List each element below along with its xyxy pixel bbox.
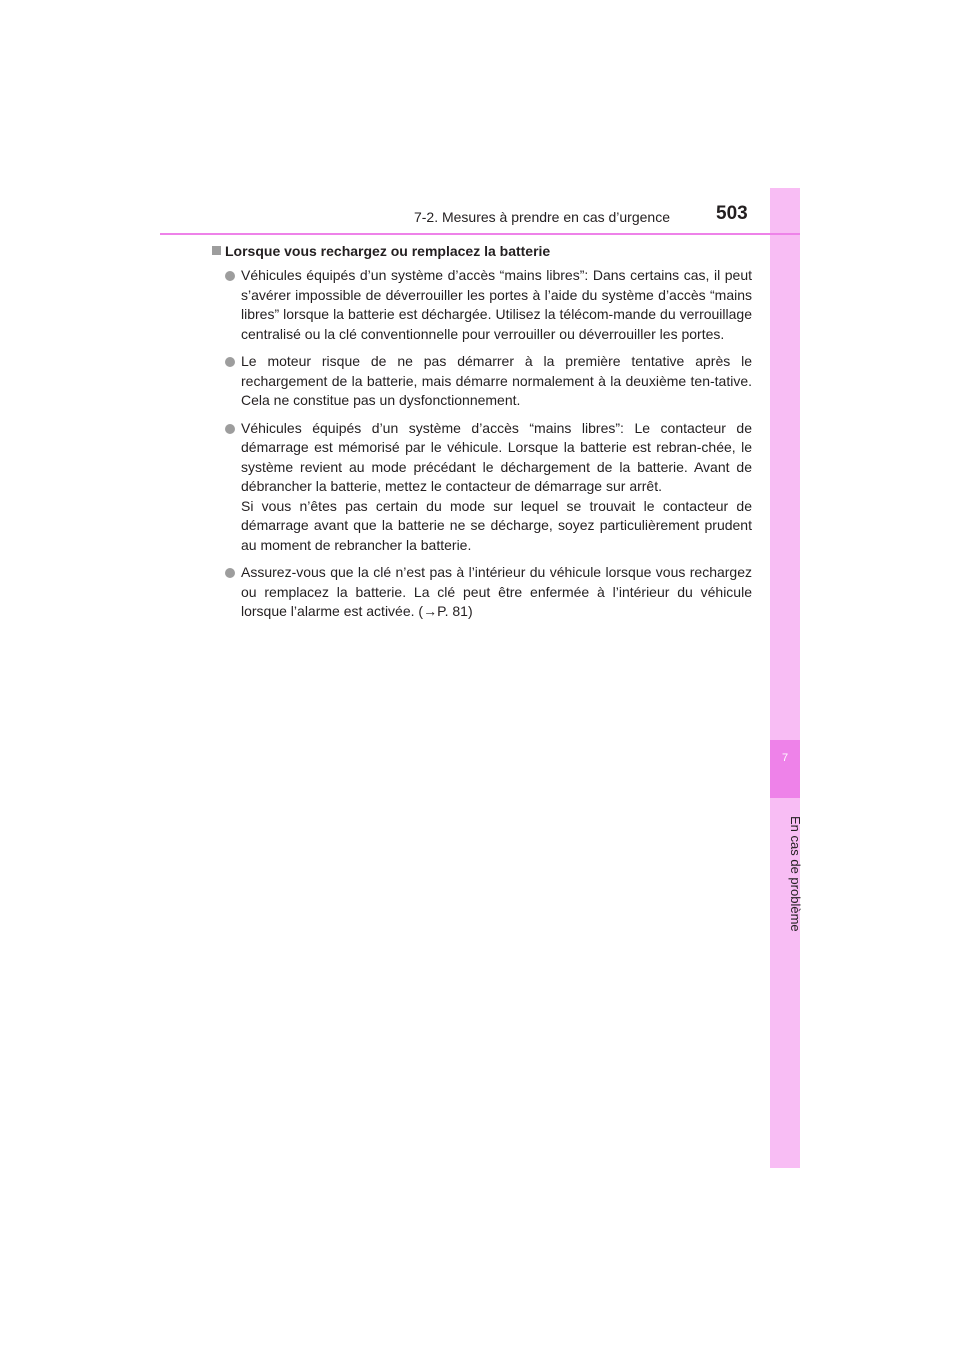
chapter-tab-active[interactable] [770, 740, 800, 798]
list-item-text: Véhicules équipés d’un système d’accès “mains libres”: Le contacteur de démarrage est mémorisé par le véhicule. Lorsque la batterie est rebran-chée, le système revient au mode précédant le déchargement de la batterie. Avant de débrancher la batterie, mettez le contacteur de démarrage sur arrêt. [241, 419, 752, 494]
list-item [212, 266, 752, 344]
section-title: 7-2. Mesures à prendre en cas d’urgence [413, 209, 670, 225]
page-number: 503 [716, 203, 748, 224]
section-heading [212, 242, 752, 260]
list-item-text: Assurez-vous que la clé n’est pas à l’intérieur du véhicule lorsque vous rechargez ou remplacez la batterie. La clé peut être enfermée à l’intérieur du véhicule lorsque l’alarme est activée. (→P. 81) [241, 564, 752, 619]
square-bullet-icon [212, 246, 221, 255]
circle-bullet-icon [225, 424, 235, 434]
list-item [212, 563, 752, 622]
circle-bullet-icon [225, 271, 235, 281]
list-item-text: Véhicules équipés d’un système d’accès “mains libres”: Dans certains cas, il peut s’avérer impossible de déverrouiller les portes à l’aide du système d’accès “mains libres” lorsque la batterie est déchargée. Utilisez la télécom-mande du verrouillage centralisé ou la clé conventionnelle pour verrouiller ou déverrouiller les portes. [241, 267, 752, 342]
chapter-side-tab [770, 188, 800, 1168]
chapter-number: 7 [781, 752, 789, 764]
list-item [212, 352, 752, 411]
main-content [212, 242, 752, 630]
bullet-list [212, 266, 752, 622]
circle-bullet-icon [225, 568, 235, 578]
chapter-name: En cas de problème [788, 816, 803, 932]
header-divider [160, 233, 800, 235]
circle-bullet-icon [225, 357, 235, 367]
list-item-text-continued: Si vous n’êtes pas certain du mode sur lequel se trouvait le contacteur de démarrage avant que la batterie ne se décharge, soyez particulièrement prudent au moment de rebrancher la batterie. [241, 497, 752, 553]
list-item [212, 419, 752, 556]
section-heading-text: Lorsque vous rechargez ou remplacez la batterie [225, 243, 551, 259]
list-item-text: Le moteur risque de ne pas démarrer à la première tentative après le rechargement de la batterie, mais démarre normalement à la deuxième ten-tative. Cela ne constitue pas un dysfonctionnement. [241, 353, 752, 408]
